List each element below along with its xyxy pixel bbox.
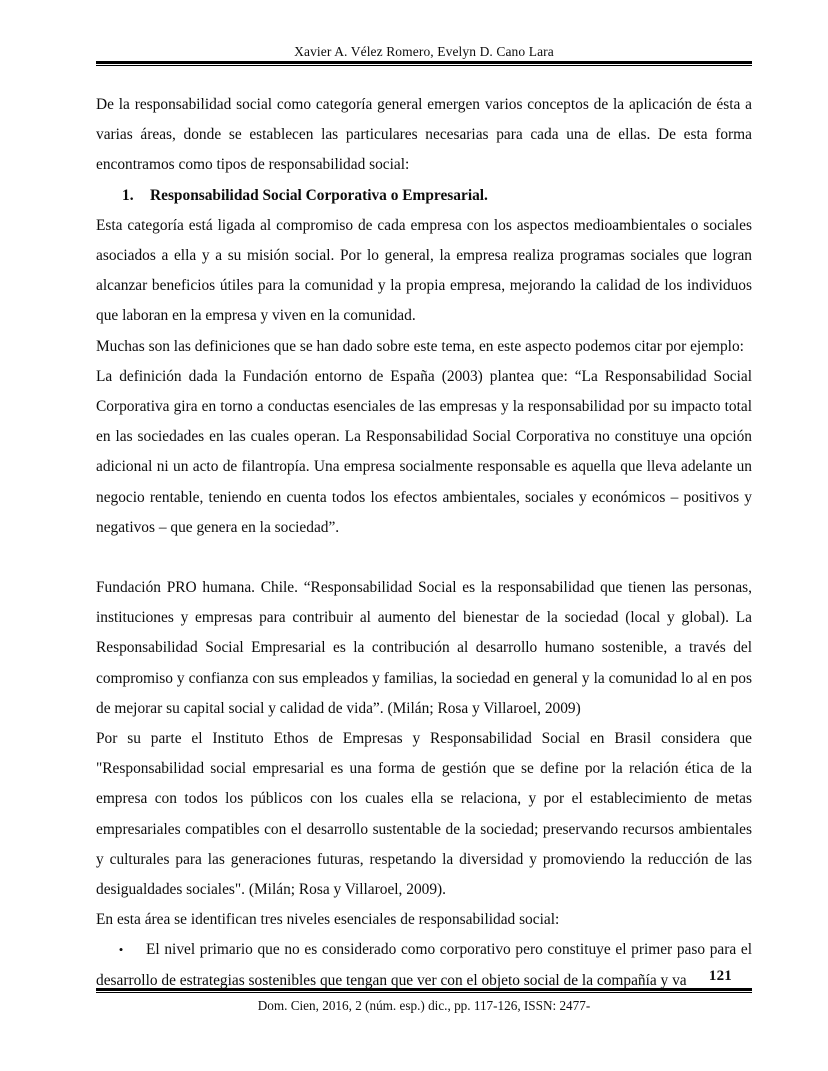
footer-rule bbox=[96, 988, 752, 993]
paragraph-intro: De la responsabilidad social como categoría general emergen varios conceptos de la aplicación de ésta a varias áreas, donde se establecen las particulares necesarias para cada una de ellas. De esta forma encontramos como tipos de responsabilidad social: bbox=[96, 96, 752, 174]
paragraph-instituto-ethos: Por su parte el Instituto Ethos de Empresas y Responsabilidad Social en Brasil considera que "Responsabilidad social empresarial es una forma de gestión que se define por la relación ética de la empresa con todos los públicos con los cuales ella se relaciona, y por el establecimiento de metas empresariales compatibles con el desarrollo sustentable de la sociedad; preservando recursos ambientales y culturales para las generaciones futuras, respetando la diversidad y promoviendo la reducción de las desigualdades sociales". (Milán; Rosa y Villaroel, 2009). bbox=[96, 730, 752, 899]
numbered-list-item-1 bbox=[96, 181, 752, 211]
running-head: Xavier A. Vélez Romero, Evelyn D. Cano Lara bbox=[294, 44, 554, 59]
header-rule bbox=[96, 61, 752, 66]
bullet-icon: • bbox=[118, 942, 124, 958]
paragraph-definiciones: Muchas son las definiciones que se han dado sobre este tema, en este aspecto podemos citar por ejemplo: bbox=[96, 337, 744, 355]
paragraph-fundacion-entorno: La definición dada la Fundación entorno de España (2003) plantea que: “La Responsabilidad Social Corporativa gira en torno a conductas esenciales de las empresas y la responsabilidad por su impacto total en las sociedades en las cuales operan. La Responsabilidad Social Corporativa no constituye una opción adicional ni un acto de filantropía. Una empresa socialmente responsable es aquella que lleva adelante un negocio rentable, teniendo en cuenta todos los efectos ambientales, sociales y económicos – positivos y negativos – que genera en la sociedad”. bbox=[96, 367, 752, 536]
footer-citation: Dom. Cien, 2016, 2 (núm. esp.) dic., pp. 117-126, ISSN: 2477- bbox=[257, 998, 591, 1013]
page-number: 121 bbox=[708, 968, 732, 984]
body-text-column bbox=[96, 90, 752, 996]
bullet-list-item-nivel-primario bbox=[96, 935, 752, 995]
paragraph-tres-niveles: En esta área se identifican tres niveles esenciales de responsabilidad social: bbox=[96, 911, 560, 929]
paragraph-gap bbox=[96, 543, 752, 573]
paragraph-prohumana: Fundación PRO humana. Chile. “Responsabilidad Social es la responsabilidad que tienen las personas, instituciones y empresas para contribuir al aumento del bienestar de la sociedad (local y global). La Responsabilidad Social Empresarial es la contribución al desarrollo humano sostenible, a través del compromiso y confianza con sus empleados y familias, la sociedad en general y la comunidad lo al en pos de mejorar su capital social y calidad de vida”. (Milán; Rosa y Villaroel, 2009) bbox=[96, 579, 752, 717]
paragraph-categoria: Esta categoría está ligada al compromiso de cada empresa con los aspectos medioambientales o sociales asociados a ella y a su misión social. Por lo general, la empresa realiza programas sociales que logran alcanzar beneficios útiles para la comunidad y la propia empresa, mejorando la calidad de los individuos que laboran en la empresa y viven en la comunidad. bbox=[96, 216, 752, 325]
list-number: 1. bbox=[122, 186, 134, 204]
list-item-label: Responsabilidad Social Corporativa o Empresarial. bbox=[150, 186, 488, 204]
bullet-item-text: El nivel primario que no es considerado como corporativo pero constituye el primer paso para el desarrollo de estrategias sostenibles que tengan que ver con el objeto social de la compañía y va bbox=[96, 941, 752, 989]
